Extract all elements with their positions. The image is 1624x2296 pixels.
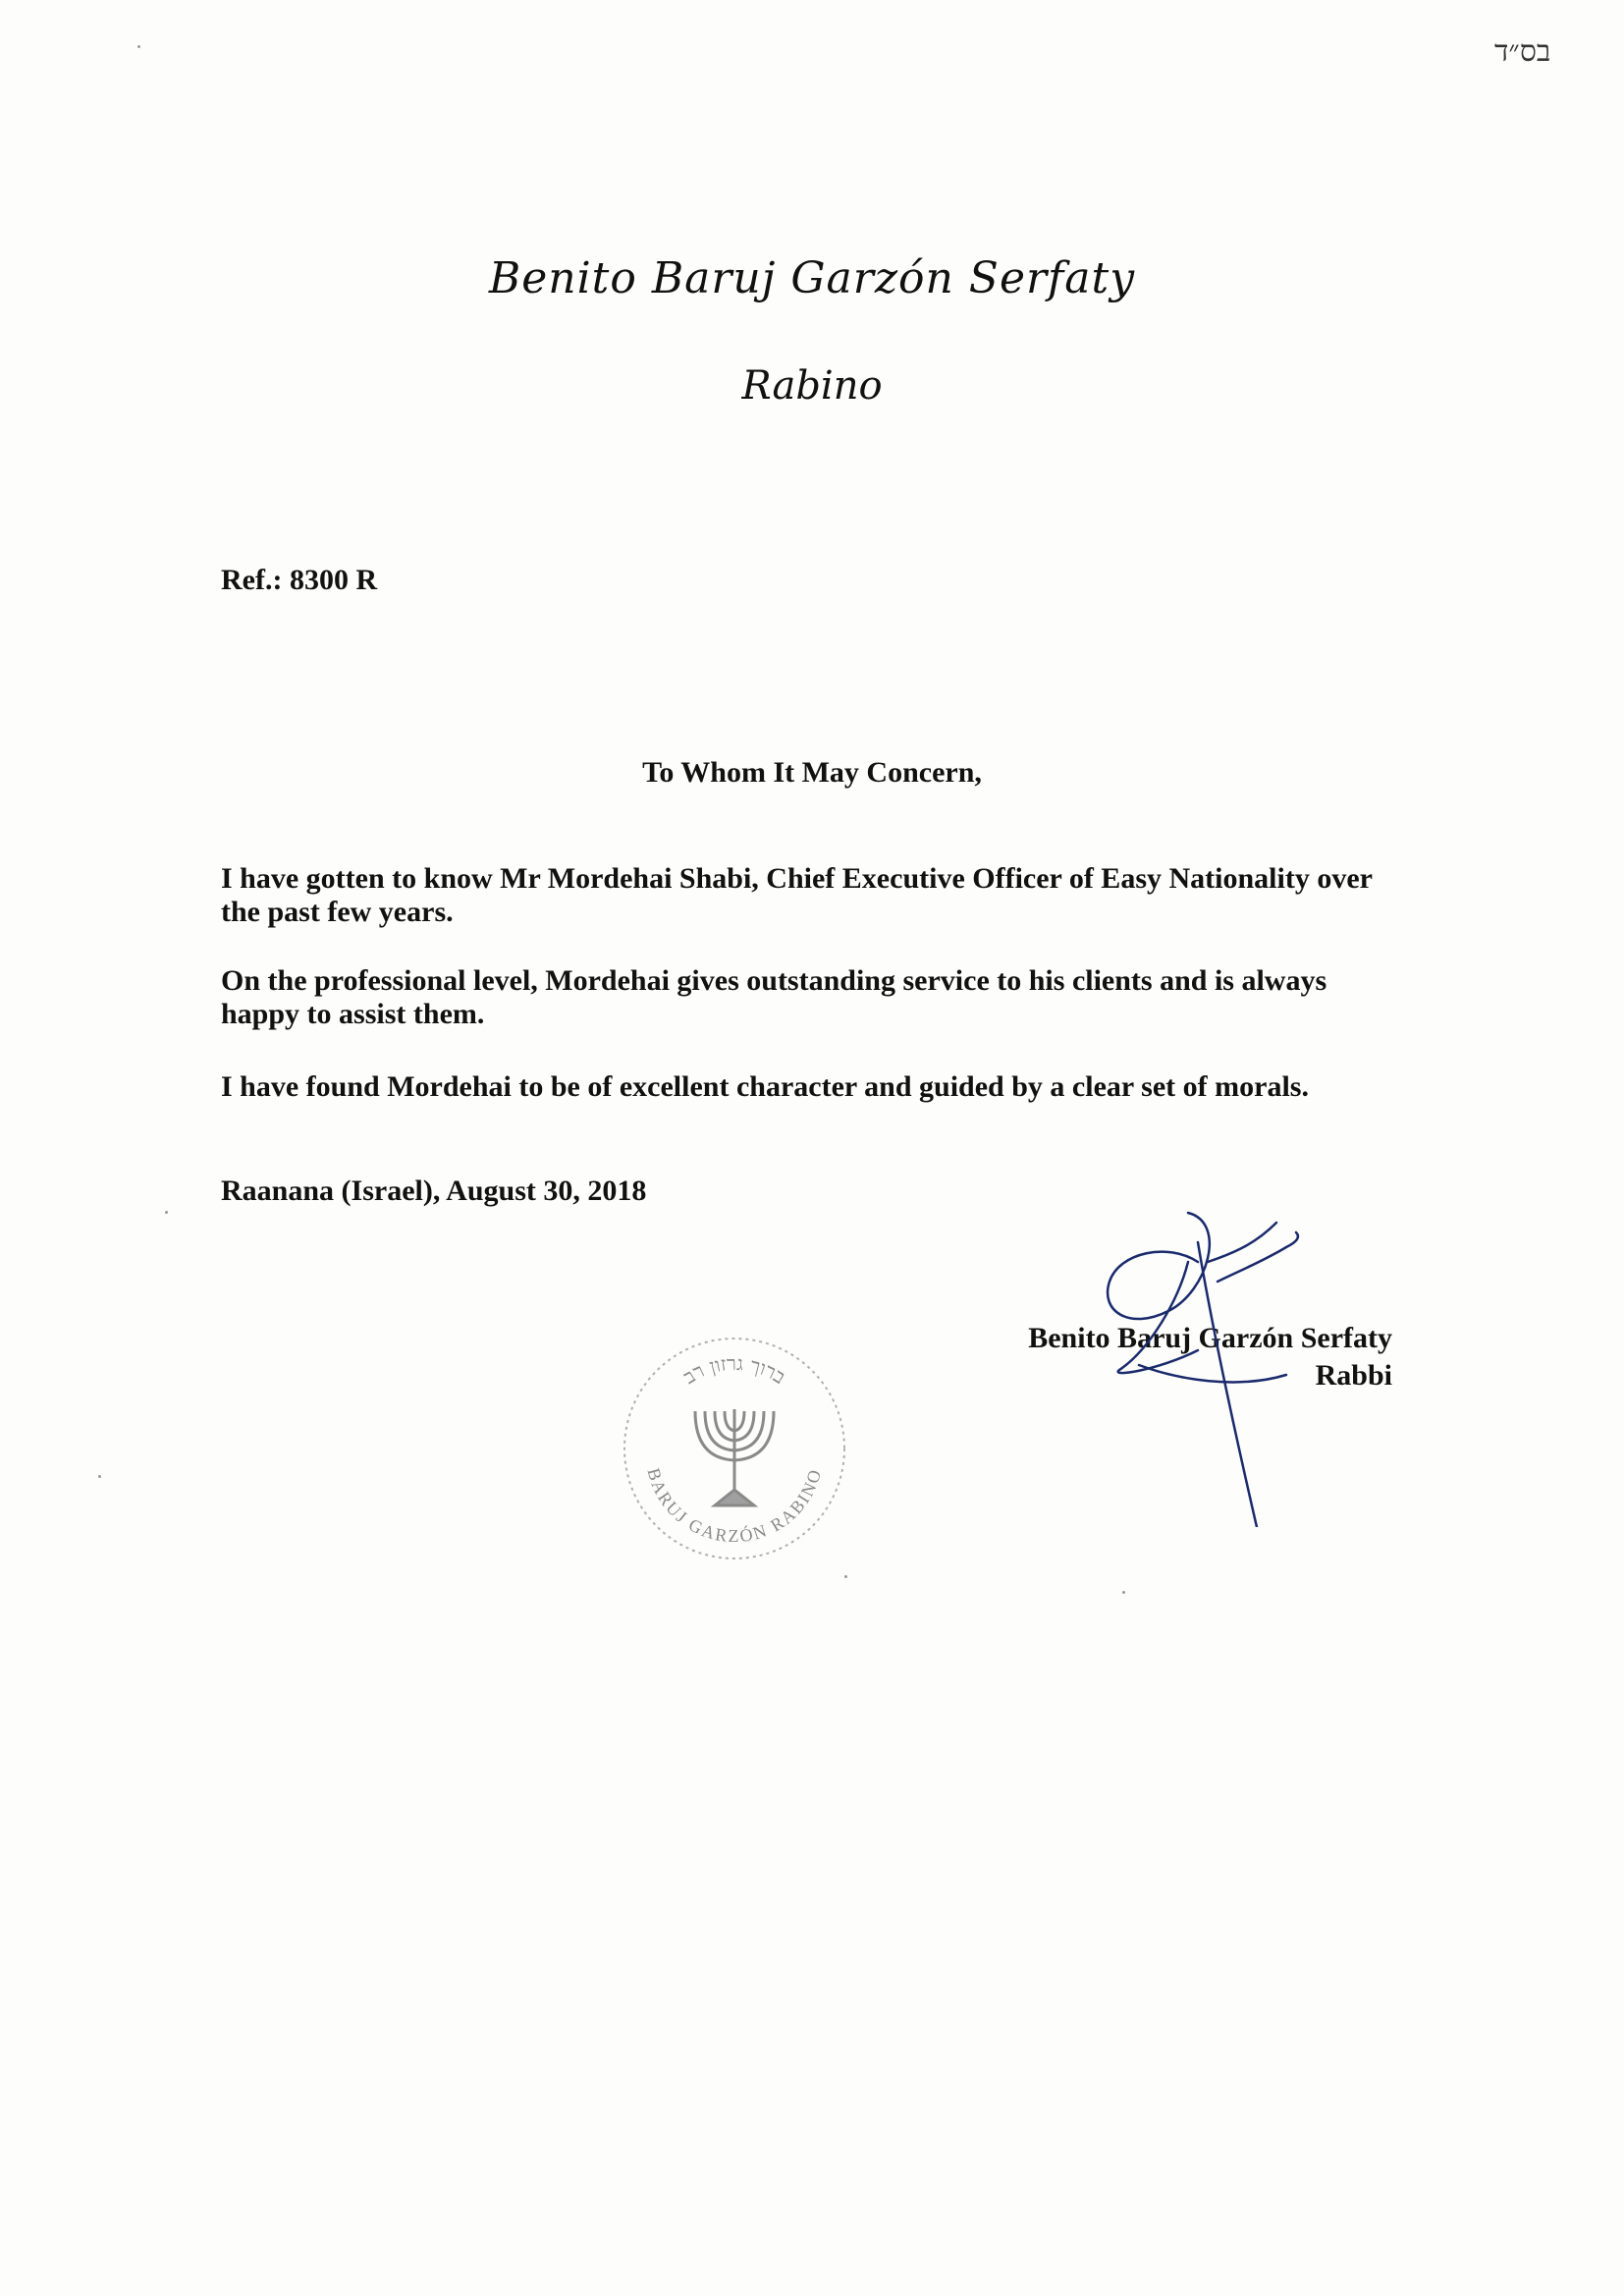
place-date: Raanana (Israel), August 30, 2018 (221, 1175, 647, 1207)
scan-speck (1122, 1591, 1125, 1594)
scan-speck (844, 1575, 847, 1578)
svg-text:ברוך גרזון רב (678, 1351, 789, 1389)
body-paragraph-1: I have gotten to know Mr Mordehai Shabi, Chief Executive Officer of Easy Nationality over the past few years. (221, 862, 1373, 928)
scan-speck (137, 45, 140, 48)
body-paragraph-2: On the professional level, Mordehai gives outstanding service to his clients and is always happy to assist them. (221, 964, 1327, 1030)
scan-speck (165, 1211, 168, 1214)
letterhead-title: Rabino (741, 363, 883, 409)
menorah-icon (695, 1409, 774, 1505)
scan-speck (98, 1475, 101, 1478)
corner-mark: בס״ד (1494, 35, 1551, 68)
reference-number: Ref.: 8300 R (221, 564, 378, 596)
salutation: To Whom It May Concern, (642, 756, 982, 789)
rabbi-seal (617, 1331, 852, 1566)
signatory-role: Rabbi (1315, 1359, 1392, 1392)
seal-hebrew-text: ברוך גרזון רב (678, 1350, 790, 1389)
signatory-name: Benito Baruj Garzón Serfaty (1028, 1322, 1392, 1354)
handwritten-signature (1090, 1203, 1326, 1527)
body-paragraph-3: I have found Mordehai to be of excellent character and guided by a clear set of morals. (221, 1070, 1309, 1103)
seal-latin-text: BARUJ GARZÓN RABINO (643, 1465, 826, 1547)
letterhead-name: Benito Baruj Garzón Serfaty (488, 253, 1136, 303)
